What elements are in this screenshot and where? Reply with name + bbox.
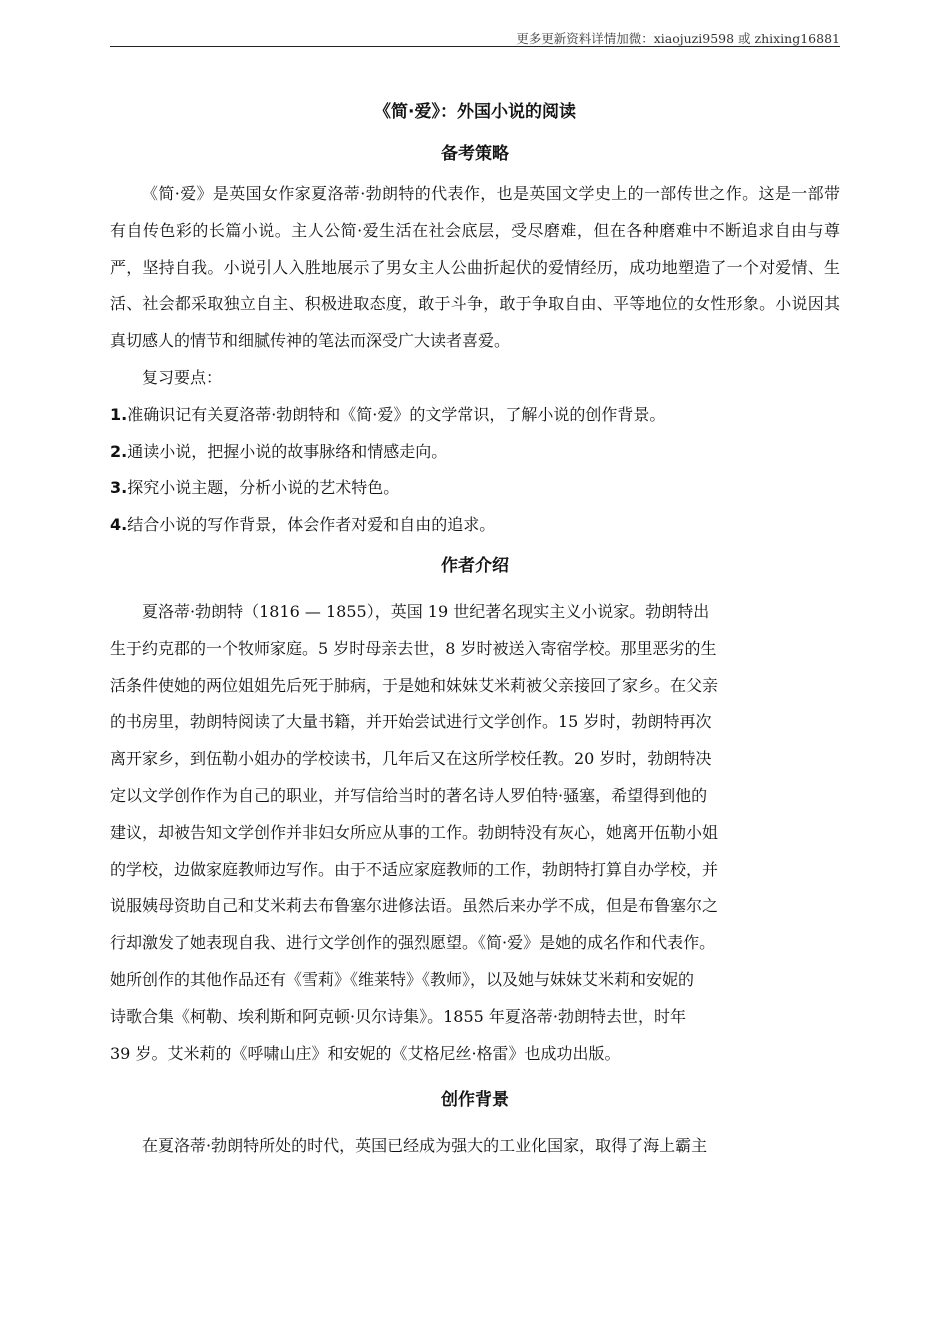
section-heading-background: 创作背景 bbox=[441, 1090, 509, 1111]
author-text-line: 生于约克郡的一个牧师家庭。5 岁时母亲去世，8 岁时被送入寄宿学校。那里恶劣的生 bbox=[110, 638, 717, 658]
document-body bbox=[110, 92, 840, 1165]
author-text-line: 39 岁。艾米莉的《呼啸山庄》和安妮的《艾格尼丝·格雷》也成功出版。 bbox=[110, 1043, 621, 1063]
author-text-line: 说服姨母资助自己和艾米莉去布鲁塞尔进修法语。虽然后来办学不成，但是布鲁塞尔之 bbox=[110, 896, 719, 916]
author-text-line: 离开家乡，到伍勒小姐办的学校读书，几年后又在这所学校任教。20 岁时，勃朗特决 bbox=[110, 749, 712, 769]
header-note: 更多更新资料详情加微：xiaojuzi9598 或 zhixing16881 bbox=[516, 31, 840, 46]
author-text-line: 行却激发了她表现自我、进行文学创作的强烈愿望。《简·爱》是她的成名作和代表作。 bbox=[110, 933, 716, 953]
strategy-intro-paragraph: 《简·爱》是英国女作家夏洛蒂·勃朗特的代表作，也是英国文学史上的一部传世之作。这是一部带有自传色彩的长篇小说。主人公简·爱生活在社会底层，受尽磨难，但在各种磨难中不断追求自由与尊严，坚持自我。小说引人入胜地展示了男女主人公曲折起伏的爱情经历，成功地塑造了一个对爱情、生活、社会都采取独立自主、积极进取态度，敢于斗争，敢于争取自由、平等地位的女性形象。小说因其真切感人的情节和细腻传神的笔法而深受广大读者喜爱。 bbox=[110, 184, 840, 351]
author-text-line: 建议，却被告知文学创作并非妇女所应从事的工作。勃朗特没有灰心，她离开伍勒小姐 bbox=[110, 822, 719, 842]
review-point-number: 3. bbox=[110, 478, 128, 498]
document-title: 《简·爱》：外国小说的阅读 bbox=[374, 102, 576, 122]
section-heading-author: 作者介绍 bbox=[441, 555, 509, 576]
review-point-text: 结合小说的写作背景，体会作者对爱和自由的追求。 bbox=[127, 515, 496, 535]
author-text-line: 活条件使她的两位姐姐先后死于肺病，于是她和妹妹艾米莉被父亲接回了家乡。在父亲 bbox=[110, 675, 719, 695]
section-heading-strategy: 备考策略 bbox=[441, 144, 509, 164]
review-point bbox=[110, 397, 840, 434]
review-point-number: 1. bbox=[110, 404, 128, 424]
author-text-line: 她所创作的其他作品还有《雪莉》《维莱特》《教师》，以及她与妹妹艾米莉和安妮的 bbox=[110, 969, 695, 989]
author-text-line: 定以文学创作作为自己的职业，并写信给当时的著名诗人罗伯特·骚塞，希望得到他的 bbox=[110, 785, 708, 805]
review-point-text: 通读小说，把握小说的故事脉络和情感走向。 bbox=[127, 441, 448, 461]
review-point-number: 2. bbox=[110, 441, 128, 461]
author-text-line: 的书房里，勃朗特阅读了大量书籍，并开始尝试进行文学创作。15 岁时，勃朗特再次 bbox=[110, 712, 712, 732]
header-divider bbox=[110, 46, 840, 47]
review-point-text: 准确识记有关夏洛蒂·勃朗特和《简·爱》的文学常识，了解小说的创作背景。 bbox=[127, 404, 666, 424]
review-point bbox=[110, 434, 840, 471]
review-point bbox=[110, 470, 840, 507]
author-text-line: 夏洛蒂·勃朗特（1816 — 1855），英国 19 世纪著名现实主义小说家。勃朗特出 bbox=[142, 601, 710, 621]
background-text-line: 在夏洛蒂·勃朗特所处的时代，英国已经成为强大的工业化国家，取得了海上霸主 bbox=[142, 1136, 708, 1156]
review-point bbox=[110, 507, 840, 544]
author-text-line: 诗歌合集《柯勒、埃利斯和阿克顿·贝尔诗集》。1855 年夏洛蒂·勃朗特去世，时年 bbox=[110, 1006, 686, 1026]
review-points-label: 复习要点： bbox=[142, 367, 223, 387]
review-point-text: 探究小说主题，分析小说的艺术特色。 bbox=[127, 478, 400, 498]
author-text-line: 的学校，边做家庭教师边写作。由于不适应家庭教师的工作，勃朗特打算自办学校，并 bbox=[110, 859, 719, 879]
review-point-number: 4. bbox=[110, 515, 128, 535]
